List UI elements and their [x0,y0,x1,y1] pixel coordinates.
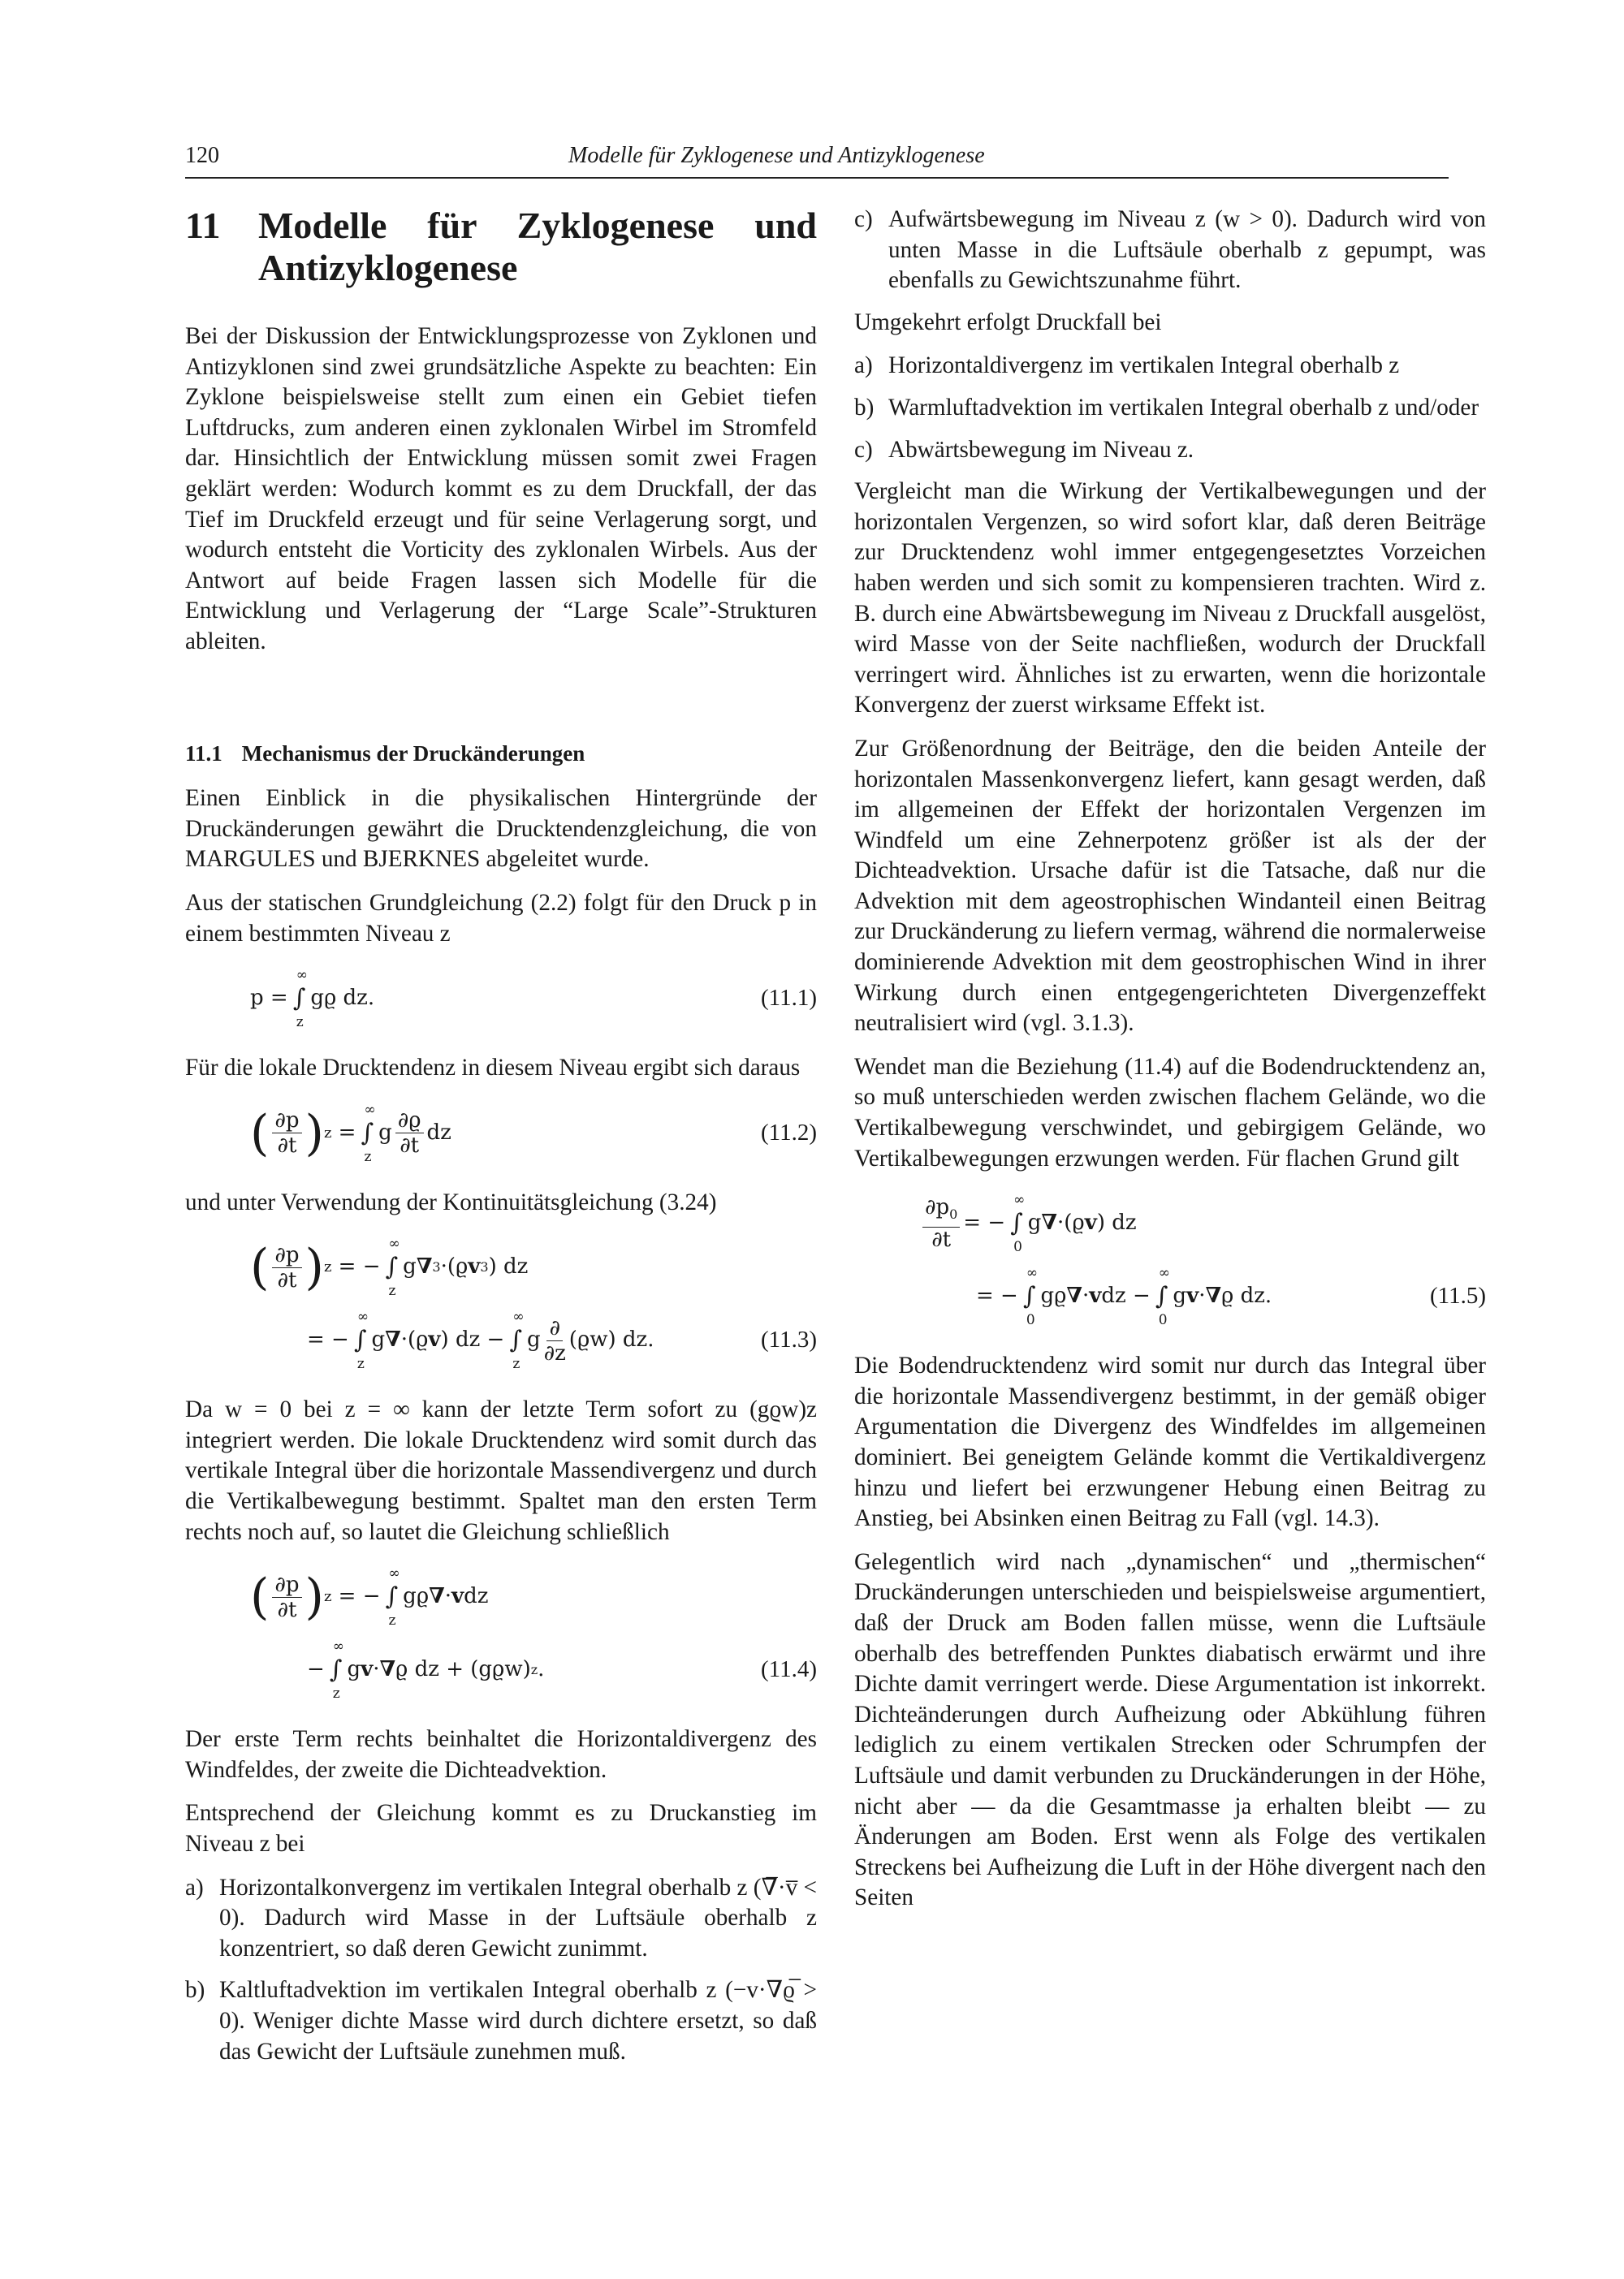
paragraph: Einen Einblick in die physikalischen Hintergründe der Druckänderungen gewährt die Drucktendenzgleichung, die von MARGULES und BJERKNES abgeleitet wurde. [185,785,817,873]
equation-number: (11.2) [761,1119,817,1146]
header-rule [185,177,1449,179]
equation-number: (11.1) [761,985,817,1012]
integral-sign: ∫ ∞ z [292,967,308,1031]
paragraph: Umgekehrt erfolgt Druckfall bei [854,309,1162,335]
equation-11-1: p = ∫ ∞ z gϱ dz. (11.1) [250,967,817,1031]
list-item: b) Warmluftadvektion im vertikalen Integral oberhalb z und/oder [854,394,1479,421]
chapter-heading [185,205,817,289]
section-heading [185,739,817,770]
list-item: c) Aufwärtsbewegung im Niveau z (w > 0). Dadurch wird von unten Masse in die Luftsäule oberhalb z gepumpt, was ebenfalls zu Gewichtszunahme führt. [854,206,1486,294]
paragraph: Die Bodendrucktendenz wird somit nur durch das Integral über die horizontale Massendivergenz bestimmt, in der gemäß obiger Argumentation die Divergenz des Windfeldes im allgemeinen dominiert. Bei geneigtem Gelände kommt die Vertikaldivergenz hinzu und liefert bei erzwungener Hebung einen Beitrag zu Anstieg, bei Absinken einen Beitrag zu Fall (vgl. 14.3). [854,1353,1486,1532]
list-item: a) Horizontalkonvergenz im vertikalen Integral oberhalb z (∇̅·v̅ < 0). Dadurch wird Masse in der Luftsäule oberhalb z konzentriert, so daß deren Gewicht zunimmt. [185,1874,817,1962]
paragraph: Vergleicht man die Wirkung der Vertikalbewegungen und der horizontalen Vergenzen, so wird sofort klar, daß deren Beiträge zur Drucktendenz wohl immer entgegengesetztes Vorzeichen haben werden und sich somit zu kompensieren trachten. Wird z. B. durch eine Abwärtsbewegung im Niveau z Druckfall ausgelöst, wird Masse von der Seite nachfließen, wodurch der Druckfall verringert wird. Ähnliches ist zu erwarten, wenn die horizontale Konvergenz der zuerst wirksame Effekt ist. [854,478,1486,719]
paragraph: Der erste Term rechts beinhaltet die Horizontaldivergenz des Windfeldes, der zweite die Dichteadvektion. [185,1726,817,1783]
equation-11-2: ( $\frac{\partial p}{\partial t}$ ) z = ∫ ∞ z g $\frac{\partial ϱ}{\partial t}$ dz (11.2) [250,1101,817,1165]
section-number: 11.1 [185,740,222,766]
paragraph: Gelegentlich wird nach „dynamischen“ und „thermischen“ Druckänderungen unterschieden und beispielsweise argumentiert, daß der Druck am Boden fallen müsse, wenn die Luftsäule oberhalb des betreffenden Punktes diabatisch erwärmt und ihre Dichte damit verringert werde. Diese Argumentation ist inkorrekt. Dichteänderungen durch Aufheizung oder Abkühlung führen lediglich zu einem vertikalen Strecken oder Schrumpfen der Luftsäule und damit verbunden zu Druckänderungen in der Höhe, nicht aber — da die Gesamtmasse ja erhalten bleibt — zu Änderungen am Boden. Erst wenn als Folge des vertikalen Streckens bei Aufheizung die Luft in der Höhe divergent nach den Seiten [854,1548,1486,1911]
left-column [185,205,817,2078]
list-item: a) Horizontaldivergenz im vertikalen Integral oberhalb z [854,352,1400,379]
list-item: c) Abwärtsbewegung im Niveau z. [854,436,1194,463]
equation-11-4: ( $\frac{\partial p}{\partial t}$ ) z = − ∫ ∞ z gϱ ∇ · v dz − ∫ ∞ z g v · ∇ ϱ dz + (gϱw) z . (11.4) [250,1565,817,1703]
chapter-number: 11 [185,205,221,246]
list-item: b) Kaltluftadvektion im vertikalen Integral oberhalb z (−v·∇ϱ̅ > 0). Weniger dichte Masse wird durch dichtere ersetzt, so daß das Gewicht der Luftsäule zunehmen muß. [185,1977,817,2065]
paragraph: Für die lokale Drucktendenz in diesem Niveau ergibt sich daraus [185,1055,801,1081]
chapter-title: Modelle für Zyklogenese und Antizyklogenese [258,205,817,288]
chapter-intro: Bei der Diskussion der Entwicklungsprozesse von Zyklonen und Antizyklonen sind zwei grundsätzliche Aspekte zu beachten: Ein Zyklone beispielsweise stellt zum einen ein Gebiet tiefen Luftdrucks, zum anderen einen zyklonalen Wirbel im Stromfeld dar. Hinsichtlich der Entwicklung müssen somit zwei Fragen geklärt werden: Wodurch kommt es zu dem Druckfall, der das Tief im Druckfeld erzeugt und für seine Verlagerung sorgt, und wodurch entsteht die Vorticity des zyklonalen Wirbels. Aus der Antwort auf beide Fragen lassen sich Modelle für die Entwicklung und Verlagerung der “Large Scale”-Strukturen ableiten. [185,323,817,654]
running-title: Modelle für Zyklogenese und Antizyklogenese [568,143,985,168]
right-column [854,205,1486,1927]
equation-11-5: $\frac{\partial p_0}{\partial t}$ = − ∫ ∞ 0 g ∇ ·(ϱ v ) dz = − ∫ ∞ 0 gϱ ∇ · v dz − ∫ ∞ 0 g v · ∇ ϱ dz. (11.5) [854,1187,1486,1333]
equation-number: (11.3) [761,1327,817,1353]
paragraph: Entsprechend der Gleichung kommt es zu Druckanstieg im Niveau z bei [185,1800,817,1858]
section-title: Mechanismus der Druckänderungen [241,740,585,766]
paragraph: Wendet man die Beziehung (11.4) auf die Bodendrucktendenz an, so muß unterschieden werden zwischen flachem Gelände, wo die Vertikalbewegung verschwindet, und gebirgigem Gelände, wo Vertikalbewegungen erzwungen werden. Für flachen Grund gilt [854,1053,1486,1172]
paragraph: Zur Größenordnung der Beiträge, den die beiden Anteile der horizontalen Massenkonvergenz liefert, kann gesagt werden, daß im allgemeinen der Effekt der horizontalen Vergenzen im Windfeld um eine Zehnerpotenz größer ist als der der Dichteadvektion. Ursache dafür ist die Tatsache, daß nur die Advektion mit dem ageostrophischen Windanteil einen Beitrag zur Druckänderung zu liefern vermag, während die normalerweise dominierende Advektion mit dem geostrophischen Wind in ihrer Wirkung durch einen entgegengerichteten Divergenzeffekt neutralisiert wird (vgl. 3.1.3). [854,735,1486,1037]
paragraph: Aus der statischen Grundgleichung (2.2) folgt für den Druck p in einem bestimmten Niveau z [185,889,817,947]
paragraph: und unter Verwendung der Kontinuitätsgleichung (3.24) [185,1189,717,1215]
equation-11-3: ( $\frac{\partial p}{\partial t}$ ) z = − ∫ ∞ z g ∇ 3 ·(ϱ v 3 ) dz = − ∫ ∞ z g ∇ ·(ϱ v ) dz − ∫ ∞ z g $\frac{\partial}{\partial z}$ (ϱw) dz. (11.3) [250,1236,817,1373]
page-number: 120 [185,143,219,168]
equation-number: (11.5) [1430,1283,1486,1310]
paragraph: Da w = 0 bei z = ∞ kann der letzte Term sofort zu (gϱw)z integriert werden. Die lokale Drucktendenz wird somit durch das vertikale Integral über die horizontale Massendivergenz und durch die Vertikalbewegung bestimmt. Spaltet man den ersten Term rechts noch auf, so lautet die Gleichung schließlich [185,1396,817,1545]
equation-number: (11.4) [761,1656,817,1683]
